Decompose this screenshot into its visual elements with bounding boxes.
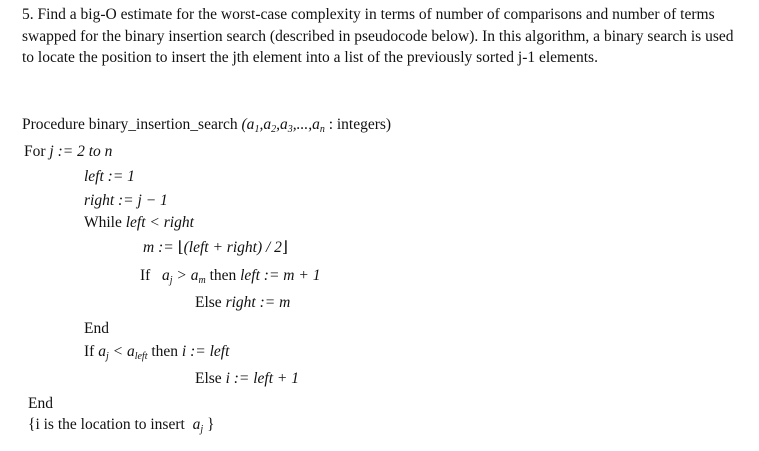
floor-close-symbol: ⌋ [281, 239, 288, 256]
right-init-line: right := j − 1 [84, 192, 168, 209]
if-compare-line: If $a_j > a_m$ then left := m + 1 [140, 267, 321, 286]
for-line [24, 142, 112, 162]
m-assign-line: m := ⌊(left + right) / 2⌋ [143, 239, 288, 256]
if-keyword: If [84, 343, 95, 360]
if-position-line: If $a_j < a_{left}$ then i := left [84, 343, 230, 362]
else-keyword: Else [195, 294, 222, 311]
else-position-line: Else i := left + 1 [195, 370, 299, 387]
procedure-header [22, 115, 391, 135]
while-keyword: While [84, 214, 122, 231]
else-keyword: Else [195, 370, 222, 387]
end-while-line: End [84, 320, 109, 337]
comment-line: {i is the location to insert $a_j$ } [28, 416, 215, 435]
for-keyword: For [24, 143, 46, 160]
procedure-args-tail: : integers) [324, 116, 392, 133]
if-keyword: If [140, 267, 151, 284]
procedure-args: ($a_1,a_2,a_3,...,a_n$ [241, 116, 325, 135]
for-expr: j := 2 to n [49, 143, 113, 160]
floor-open-symbol: ⌊ [177, 239, 184, 256]
while-condition: left < right [125, 214, 194, 231]
end-for-line: End [28, 395, 53, 412]
else-right-line: Else right := m [195, 294, 291, 311]
while-line [84, 213, 194, 233]
left-init-line: left := 1 [84, 168, 135, 185]
problem-statement: 5. Find a big-O estimate for the worst-case complexity in terms of number of comparisons and number of terms swapped for the binary insertion search (described in pseudocode below). In this algorithm, a binary search is used to locate the position to insert the jth element into a list of the previously sorted j-1 elements. [22, 6, 734, 66]
procedure-keyword: Procedure binary_insertion_search [22, 116, 238, 133]
